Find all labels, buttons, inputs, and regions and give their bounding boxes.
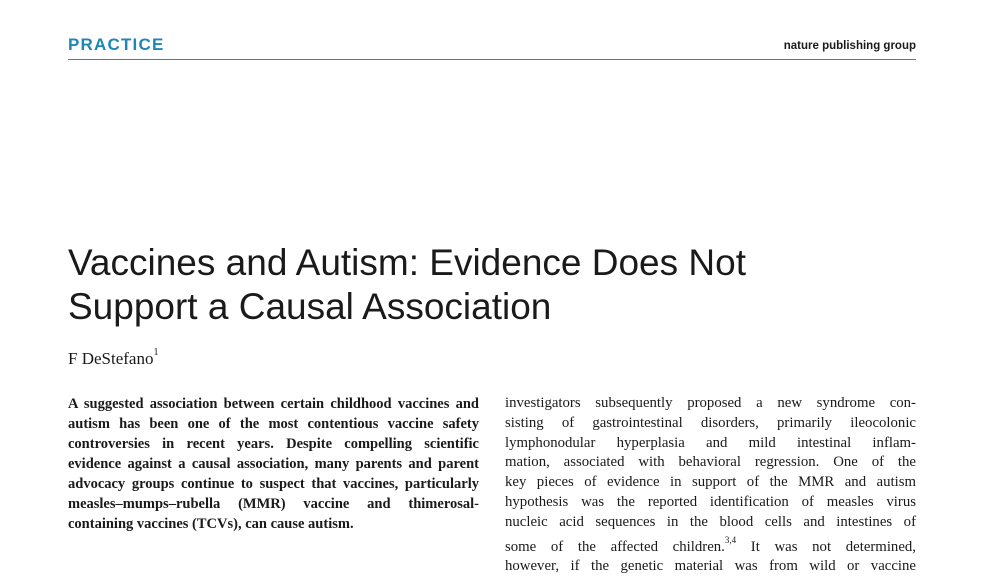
body-text-line: lymphonodular hyperplasia and mild intestinal inflam- bbox=[505, 434, 916, 451]
body-text-line: however, if the genetic material was from wild or vaccine bbox=[505, 558, 916, 575]
section-label: PRACTICE bbox=[68, 35, 165, 54]
body-text-segment: It was not determined, bbox=[736, 538, 916, 555]
author-name: F DeStefano bbox=[68, 349, 154, 368]
body-text-line: mation, associated with behavioral regression. One of the bbox=[505, 454, 916, 471]
affiliation-mark: 1 bbox=[153, 347, 159, 359]
running-header bbox=[68, 33, 916, 60]
article-title bbox=[68, 241, 928, 329]
abstract: A suggested association between certain childhood vaccines and autism has been one of the most contentious vaccine safety controversies in recent years. Despite compelling scientific evidence against a causal association, many parents and parent advocacy groups continue to suspect that vaccines, particularly measles–mumps–rubella (MMR) vaccine and thimerosal-containing vaccines (TCVs), can cause autism. bbox=[68, 396, 479, 532]
body-text-line bbox=[505, 533, 916, 558]
body-text-column bbox=[505, 394, 916, 577]
body-text-line: hypothesis was the reported identification of measles virus bbox=[505, 493, 916, 510]
body-text-line: nucleic acid sequences in the blood cells and intestines of bbox=[505, 513, 916, 530]
author-byline bbox=[68, 349, 158, 369]
body-text-line: key pieces of evidence in support of the MMR and autism bbox=[505, 474, 916, 491]
citation-reference: 3,4 bbox=[724, 534, 737, 545]
body-text-line: investigators subsequently proposed a new syndrome con- bbox=[505, 395, 916, 411]
body-text-segment: some of the affected children. bbox=[505, 538, 725, 555]
publisher-name: nature publishing group bbox=[783, 40, 916, 52]
article-title-line: Vaccines and Autism: Evidence Does Not bbox=[68, 242, 746, 283]
body-text-line: sisting of gastrointestinal disorders, primarily ileocolonic bbox=[505, 414, 916, 431]
article-title-line: Support a Causal Association bbox=[68, 286, 552, 327]
